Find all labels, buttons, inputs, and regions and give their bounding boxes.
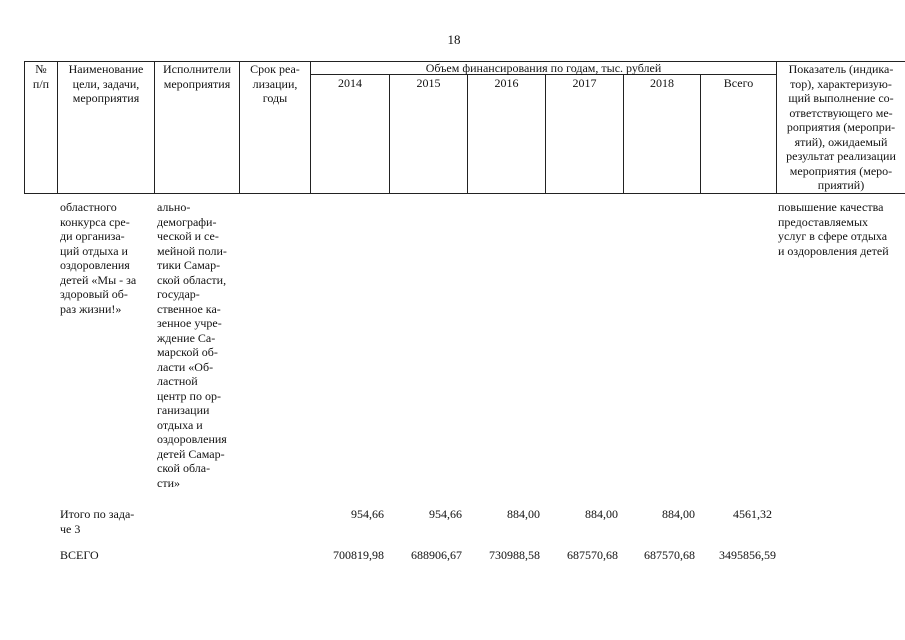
col-border [545,74,546,194]
header-col-term: Срок реа- лизации, годы [250,62,300,105]
header-year-2014: 2014 [338,76,362,90]
total-task3-all: 4561,32 [733,507,772,521]
col-border [623,74,624,194]
header-funding-title: Объем финансирования по годам, тыс. рублей [425,61,662,75]
grand-total-2016: 730988,58 [489,548,540,562]
header-col-indicator: Показатель (индика- тор), характеризую- щий выполнение со- ответствующего ме- роприятия (меропри- ятий), ожидаемый результат реализации мероприятия (меро- приятий) [786,62,896,192]
header-year-2016: 2016 [494,76,519,90]
header-col-name: Наименование цели, задачи, мероприятия [68,62,144,105]
total-task3-2014: 954,66 [351,507,384,521]
total-task3-2017: 884,00 [585,507,618,521]
activity-name-text: областного конкурса сре- ди организа- ций отдыха и оздоровления детей «Мы - за здоровый об- раз жизни!» [60,200,137,316]
header-col-number: № п/п [32,62,50,91]
header-year-2018: 2018 [650,76,674,90]
grand-total-2014: 700819,98 [333,548,384,562]
total-task3-2016: 884,00 [507,507,540,521]
grand-total-2017: 687570,68 [567,548,618,562]
header-col-executors: Исполнители мероприятия [162,62,232,91]
executors-text: ально- демографи- ческой и се- мейной поли- тики Самар- ской области, государ- ственное ка- зенное учре- ждение Са- марской об- ласти «Об- ластной центр по ор- ганизации отдыха и оздоровления детей Самар- ской обла- сти» [157,200,227,490]
total-task3-2018: 884,00 [662,507,695,521]
col-border [467,74,468,194]
total-task3-label: Итого по зада- че 3 [60,507,135,536]
grand-total-label: ВСЕГО [60,548,99,562]
grand-total-2018: 687570,68 [644,548,695,562]
header-year-2017: 2017 [572,76,597,90]
grand-total-all: 3495856,59 [719,548,776,562]
header-year-2015: 2015 [416,76,441,90]
col-border [700,74,701,194]
table-header-bottom-border [24,193,905,194]
indicator-text: повышение качества предоставляемых услуг в сфере отдыха и оздоровления детей [778,200,889,258]
grand-total-2015: 688906,67 [411,548,462,562]
total-task3-2015: 954,66 [429,507,462,521]
col-border [389,74,390,194]
page-number: 18 [447,32,461,47]
header-total: Всего [723,76,754,90]
